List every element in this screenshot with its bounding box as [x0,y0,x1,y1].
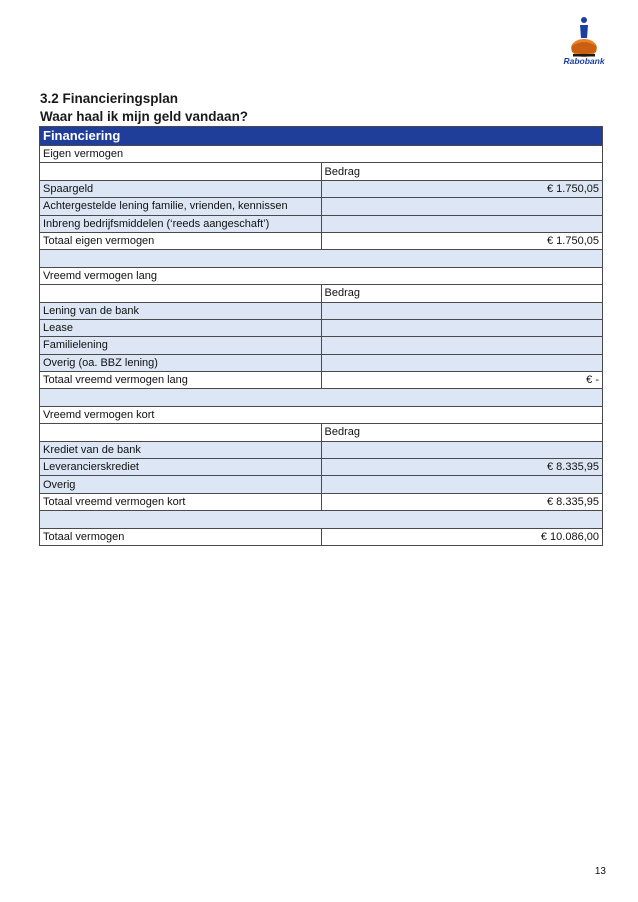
section-label: Eigen vermogen [40,146,603,163]
blank-cell [40,389,603,406]
table-row [40,424,603,441]
section-label: Vreemd vermogen lang [40,267,603,284]
table-row [40,459,603,476]
logo-text: Rabobank [563,56,605,66]
row-amount [321,198,603,215]
page-number: 13 [594,866,606,877]
row-label: Krediet van de bank [40,441,322,458]
table-row [40,441,603,458]
table-row [40,337,603,354]
row-label: Totaal vermogen [40,528,322,545]
row-label: Lening van de bank [40,302,322,319]
table-row [40,302,603,319]
row-amount [321,337,603,354]
row-label: Spaargeld [40,180,322,197]
row-label [40,285,322,302]
financing-table [39,126,603,546]
section-heading [40,90,248,126]
table-row [40,250,603,267]
table-title: Financiering [40,127,603,146]
table-row [40,163,603,180]
table-row [40,215,603,232]
table-row [40,406,603,423]
table-row [40,493,603,510]
row-amount: € 1.750,05 [321,232,603,249]
row-label: Lease [40,319,322,336]
row-amount: € 1.750,05 [321,180,603,197]
column-header-bedrag: Bedrag [321,424,603,441]
row-amount: € 8.335,95 [321,459,603,476]
table-row [40,528,603,545]
column-header-bedrag: Bedrag [321,163,603,180]
table-row [40,180,603,197]
row-label [40,163,322,180]
row-amount [321,319,603,336]
table-row [40,285,603,302]
row-amount [321,302,603,319]
row-label: Overig (oa. BBZ lening) [40,354,322,371]
table-header-row [40,127,603,146]
table-row [40,511,603,528]
row-amount: € - [321,372,603,389]
blank-cell [40,511,603,528]
heading-title: 3.2 Financieringsplan [40,91,179,106]
row-label: Achtergestelde lening familie, vrienden, kennissen [40,198,322,215]
table-row [40,267,603,284]
row-amount [321,354,603,371]
table-row [40,354,603,371]
row-amount [321,441,603,458]
row-label [40,424,322,441]
table-row [40,372,603,389]
row-label: Totaal eigen vermogen [40,232,322,249]
table-row [40,146,603,163]
row-amount [321,476,603,493]
row-label: Leverancierskrediet [40,459,322,476]
section-label: Vreemd vermogen kort [40,406,603,423]
table-row [40,198,603,215]
table-row [40,389,603,406]
table-row [40,232,603,249]
row-label: Inbreng bedrijfsmiddelen (‘reeds aangeschaft’) [40,215,322,232]
row-label: Totaal vreemd vermogen kort [40,493,322,510]
heading-subtitle: Waar haal ik mijn geld vandaan? [40,109,249,124]
row-amount [321,215,603,232]
column-header-bedrag: Bedrag [321,285,603,302]
row-amount: € 10.086,00 [321,528,603,545]
blank-cell [40,250,603,267]
table-row [40,319,603,336]
row-label: Totaal vreemd vermogen lang [40,372,322,389]
row-label: Overig [40,476,322,493]
table-row [40,476,603,493]
row-amount: € 8.335,95 [321,493,603,510]
row-label: Familielening [40,337,322,354]
